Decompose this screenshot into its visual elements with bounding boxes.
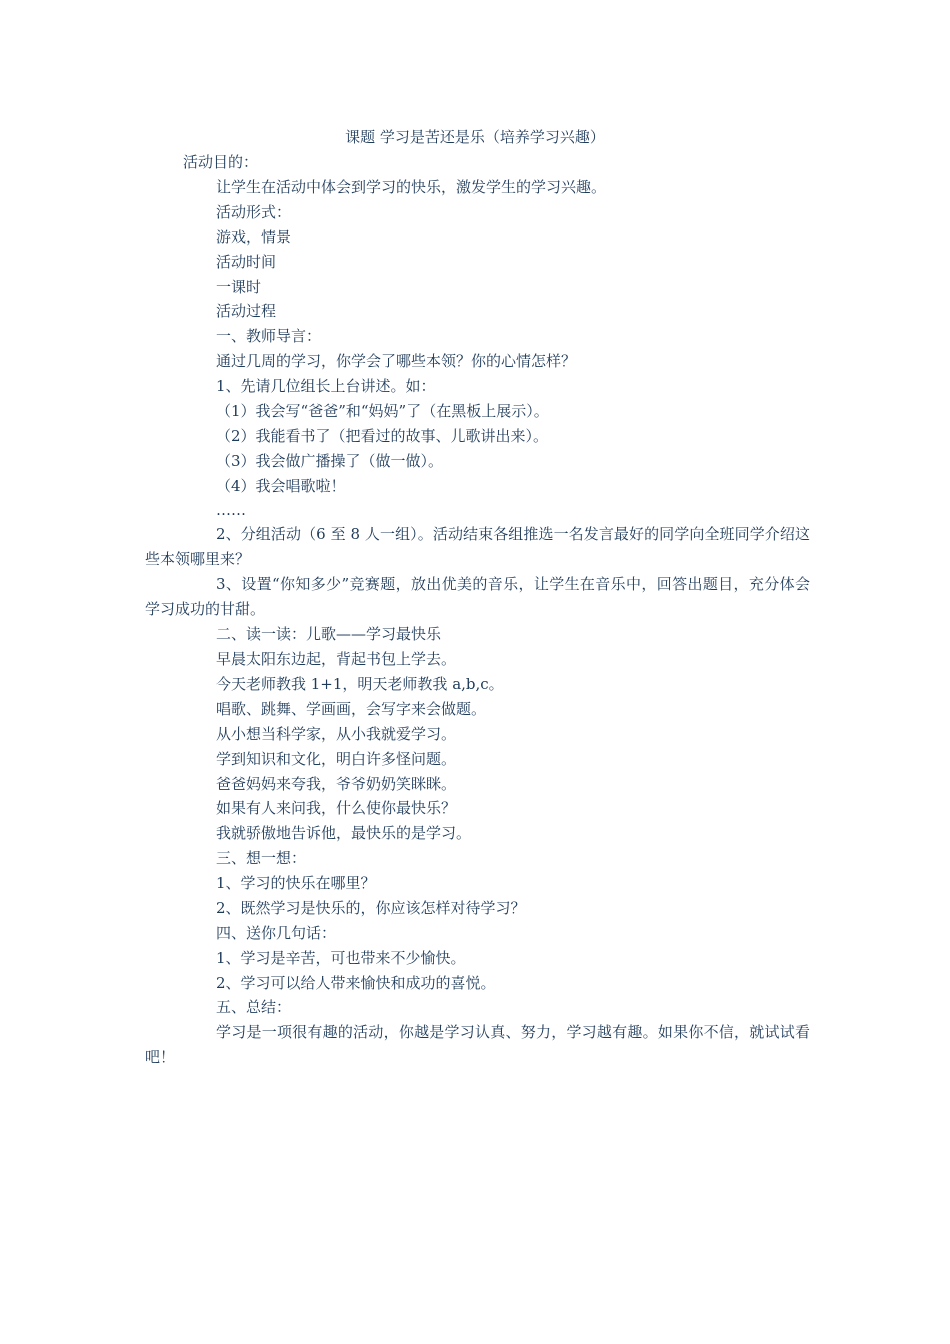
ellipsis-line: …… xyxy=(216,501,246,519)
text-line: 通过几周的学习，你学会了哪些本领？你的心情怎样？ xyxy=(216,352,577,370)
section-heading-intro: 一、教师导言： xyxy=(216,327,322,345)
poem-line: 从小想当科学家，从小我就爱学习。 xyxy=(216,725,457,743)
poem-line: 爸爸妈妈来夸我，爷爷奶奶笑眯眯。 xyxy=(216,775,457,793)
heading-activity-form: 活动形式： xyxy=(216,203,292,221)
paragraph-group-activity: 2、分组活动（6 至 8 人一组）。活动结束各组推选一名发言最好的同学向全班同学介绍这些本领哪里来？ xyxy=(145,525,810,568)
paragraph-quiz: 3、设置“你知多少”竞赛题，放出优美的音乐，让学生在音乐中，回答出题目，充分体会学习成功的甘甜。 xyxy=(145,575,810,618)
section-heading-words: 四、送你几句话： xyxy=(216,924,337,942)
list-item: （2）我能看书了（把看过的故事、儿歌讲出来）。 xyxy=(216,427,549,445)
text-activity-form: 游戏，情景 xyxy=(216,228,292,246)
list-item: （4）我会唱歌啦！ xyxy=(216,477,346,495)
list-item: （1）我会写“爸爸”和“妈妈”了（在黑板上展示）。 xyxy=(216,402,549,420)
text-activity-time: 一课时 xyxy=(216,278,262,296)
saying-line: 2、学习可以给人带来愉快和成功的喜悦。 xyxy=(216,974,496,992)
list-item: （3）我会做广播操了（做一做）。 xyxy=(216,452,444,470)
poem-line: 学到知识和文化，明白许多怪问题。 xyxy=(216,750,457,768)
poem-line: 如果有人来问我，什么使你最快乐？ xyxy=(216,799,457,817)
poem-line: 唱歌、跳舞、学画画，会写字来会做题。 xyxy=(216,700,487,718)
text-line: 1、先请几位组长上台讲述。如： xyxy=(216,377,436,395)
question-line: 1、学习的快乐在哪里？ xyxy=(216,874,376,892)
text-activity-goal: 让学生在活动中体会到学习的快乐，激发学生的学习兴趣。 xyxy=(216,178,607,196)
section-heading-read: 二、读一读：儿歌——学习最快乐 xyxy=(216,625,442,643)
section-heading-think: 三、想一想： xyxy=(216,849,307,867)
poem-line: 我就骄傲地告诉他，最快乐的是学习。 xyxy=(216,824,472,842)
section-heading-summary: 五、总结： xyxy=(216,998,292,1016)
heading-activity-goal: 活动目的： xyxy=(183,153,259,171)
poem-line: 早晨太阳东边起，背起书包上学去。 xyxy=(216,650,457,668)
paragraph-summary: 学习是一项很有趣的活动，你越是学习认真、努力，学习越有趣。如果你不信，就试试看吧！ xyxy=(145,1023,810,1066)
saying-line: 1、学习是辛苦，可也带来不少愉快。 xyxy=(216,949,466,967)
heading-activity-time: 活动时间 xyxy=(216,253,277,271)
heading-activity-process: 活动过程 xyxy=(216,302,277,320)
question-line: 2、既然学习是快乐的，你应该怎样对待学习？ xyxy=(216,899,526,917)
poem-line: 今天老师教我 1+1，明天老师教我 a,b,c。 xyxy=(216,675,504,693)
document-title: 课题 学习是苦还是乐（培养学习兴趣） xyxy=(345,128,605,146)
